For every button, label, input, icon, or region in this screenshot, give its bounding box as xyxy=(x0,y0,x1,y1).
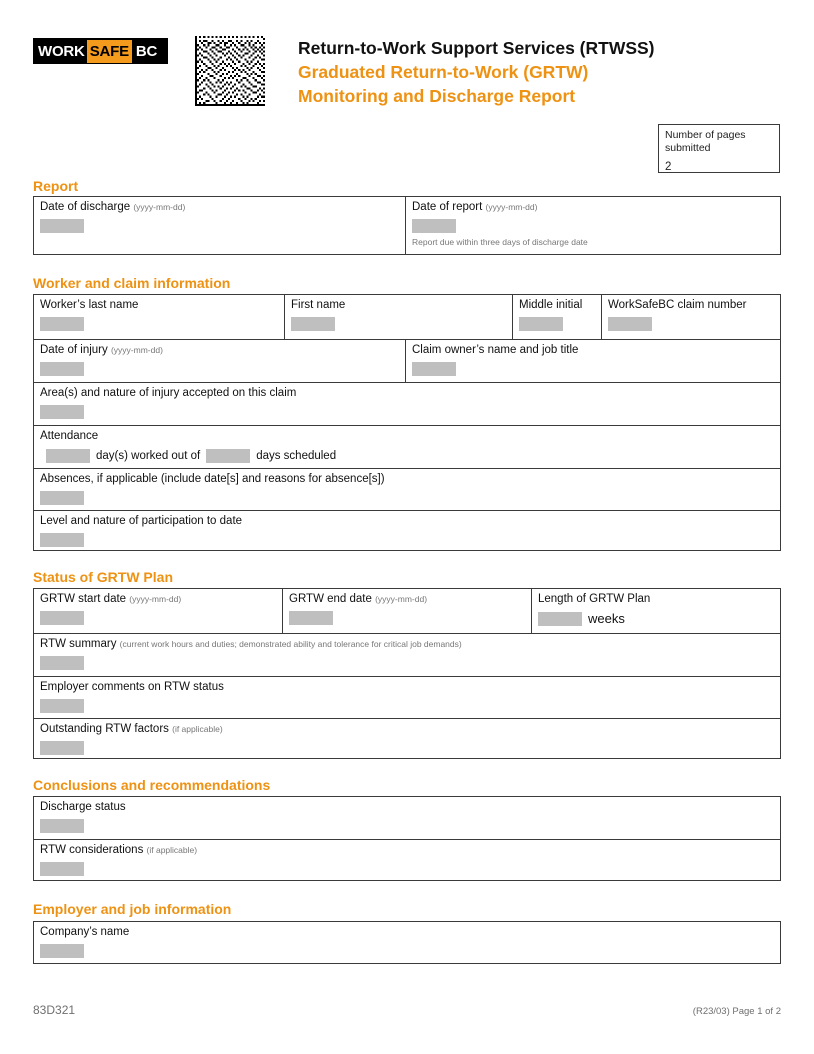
injury-areas-label: Area(s) and nature of injury accepted on this claim xyxy=(40,387,297,399)
worker-middle-initial-label: Middle initial xyxy=(519,299,583,311)
number-of-pages-value[interactable]: 2 xyxy=(665,161,672,173)
company-name-cell xyxy=(34,922,782,963)
employer-comments-label: Employer comments on RTW status xyxy=(40,681,224,693)
outstanding-rtw-factors-row xyxy=(34,719,780,758)
form-title-primary: Return-to-Work Support Services (RTWSS) xyxy=(298,38,655,58)
date-of-injury-hint: (yyyy-mm-dd) xyxy=(110,345,163,355)
rtw-considerations-cell xyxy=(34,840,782,881)
injury-areas-cell xyxy=(34,383,782,425)
report-row xyxy=(34,197,780,254)
employer-comments-row xyxy=(34,677,780,719)
worksafebc-logo xyxy=(33,38,168,64)
rtw-considerations-label-text: RTW considerations xyxy=(40,844,144,856)
date-of-report-hint: (yyyy-mm-dd) xyxy=(485,202,538,212)
grtw-end-date-label xyxy=(289,592,531,607)
rtw-summary-hint: (current work hours and duties; demonstrated ability and tolerance for critical job demands) xyxy=(119,639,462,649)
grtw-length-inline-group xyxy=(538,612,782,626)
grtw-end-date-cell xyxy=(282,589,531,633)
rtw-summary-label-text: RTW summary xyxy=(40,638,117,650)
absences-label: Absences, if applicable (include date[s] and reasons for absence[s]) xyxy=(40,473,385,485)
participation-label: Level and nature of participation to date xyxy=(40,515,243,527)
employer-job-table xyxy=(33,921,781,964)
report-due-note: Report due within three days of discharge date xyxy=(412,237,588,247)
discharge-status-input[interactable] xyxy=(40,819,84,833)
number-of-pages-box xyxy=(658,124,780,173)
date-of-discharge-label xyxy=(40,200,405,215)
section-title-conclusions: Conclusions and recommendations xyxy=(33,777,271,793)
rtw-summary-cell xyxy=(34,634,782,676)
section-title-report: Report xyxy=(33,178,79,194)
date-of-injury-input[interactable] xyxy=(40,362,84,376)
page-header xyxy=(33,28,781,124)
number-of-pages-label-line1: Number of pages xyxy=(665,129,746,141)
grtw-start-date-cell xyxy=(34,589,282,633)
claim-number-label: WorkSafeBC claim number xyxy=(608,299,747,311)
company-name-input[interactable] xyxy=(40,944,84,958)
injury-areas-input[interactable] xyxy=(40,405,84,419)
rtw-summary-input[interactable] xyxy=(40,656,84,670)
company-name-label: Company’s name xyxy=(40,926,130,938)
rtw-considerations-input[interactable] xyxy=(40,862,84,876)
report-table xyxy=(33,196,781,255)
injury-areas-row xyxy=(34,383,780,426)
employer-comments-input[interactable] xyxy=(40,699,84,713)
worker-first-name-input[interactable] xyxy=(291,317,335,331)
date-of-discharge-label-text: Date of discharge xyxy=(40,201,131,213)
worker-last-name-label: Worker’s last name xyxy=(40,299,139,311)
logo-word-bc: BC xyxy=(135,42,158,60)
rtw-considerations-row xyxy=(34,840,780,881)
attendance-days-scheduled-input[interactable] xyxy=(206,449,250,463)
grtw-end-date-input[interactable] xyxy=(289,611,333,625)
grtw-length-cell xyxy=(531,589,782,633)
data-matrix-barcode-icon xyxy=(195,36,265,106)
grtw-start-date-input[interactable] xyxy=(40,611,84,625)
section-title-employer-job: Employer and job information xyxy=(33,901,232,917)
date-of-injury-label xyxy=(40,343,405,358)
absences-cell xyxy=(34,469,782,510)
attendance-label: Attendance xyxy=(40,430,99,442)
form-title-block xyxy=(298,36,788,108)
rtw-considerations-label xyxy=(40,843,782,858)
worker-first-name-cell xyxy=(284,295,512,339)
logo-word-work: WORK xyxy=(38,42,85,60)
conclusions-table xyxy=(33,796,781,881)
grtw-status-table xyxy=(33,588,781,759)
grtw-start-date-label xyxy=(40,592,282,607)
attendance-mid-text: day(s) worked out of xyxy=(96,450,201,462)
outstanding-rtw-factors-hint: (if applicable) xyxy=(172,724,223,734)
participation-cell xyxy=(34,511,782,550)
attendance-end-text: days scheduled xyxy=(256,450,337,462)
section-title-worker-claim: Worker and claim information xyxy=(33,275,231,291)
injury-owner-row xyxy=(34,340,780,383)
grtw-start-date-label-text: GRTW start date xyxy=(40,593,127,605)
worker-names-row xyxy=(34,295,780,340)
attendance-row xyxy=(34,426,780,469)
attendance-days-worked-input[interactable] xyxy=(46,449,90,463)
section-title-grtw-status: Status of GRTW Plan xyxy=(33,569,173,585)
claim-owner-label: Claim owner’s name and job title xyxy=(412,344,579,356)
outstanding-rtw-factors-label xyxy=(40,722,782,737)
grtw-end-date-label-text: GRTW end date xyxy=(289,593,372,605)
grtw-length-input[interactable] xyxy=(538,612,582,626)
rtw-considerations-hint: (if applicable) xyxy=(146,845,198,855)
date-of-discharge-hint: (yyyy-mm-dd) xyxy=(133,202,186,212)
date-of-report-label xyxy=(412,200,782,215)
absences-row xyxy=(34,469,780,511)
company-name-row xyxy=(34,922,780,963)
worker-claim-table xyxy=(33,294,781,551)
date-of-discharge-cell xyxy=(34,197,405,254)
discharge-status-label: Discharge status xyxy=(40,801,126,813)
outstanding-rtw-factors-cell xyxy=(34,719,782,758)
grtw-length-label: Length of GRTW Plan xyxy=(538,593,651,605)
outstanding-rtw-factors-label-text: Outstanding RTW factors xyxy=(40,723,169,735)
discharge-status-cell xyxy=(34,797,782,839)
claim-number-input[interactable] xyxy=(608,317,652,331)
number-of-pages-label-line2: submitted xyxy=(665,141,711,154)
worker-first-name-label: First name xyxy=(291,299,346,311)
worker-last-name-cell xyxy=(34,295,284,339)
form-number: 83D321 xyxy=(33,1003,76,1017)
form-revision-and-page: (R23/03) Page 1 of 2 xyxy=(692,1006,781,1017)
form-title-tertiary: Monitoring and Discharge Report xyxy=(298,86,576,106)
participation-row xyxy=(34,511,780,550)
date-of-injury-cell xyxy=(34,340,405,382)
participation-input[interactable] xyxy=(40,533,84,547)
attendance-cell xyxy=(34,426,782,468)
grtw-length-unit: weeks xyxy=(588,611,625,626)
claim-owner-input[interactable] xyxy=(412,362,456,376)
absences-input[interactable] xyxy=(40,491,84,505)
worker-last-name-input[interactable] xyxy=(40,317,84,331)
employer-comments-cell xyxy=(34,677,782,718)
worker-middle-initial-cell xyxy=(512,295,601,339)
date-of-report-label-text: Date of report xyxy=(412,201,483,213)
date-of-injury-label-text: Date of injury xyxy=(40,344,108,356)
date-of-report-cell xyxy=(405,197,782,254)
date-of-report-input[interactable] xyxy=(412,219,456,233)
claim-owner-cell xyxy=(405,340,782,382)
grtw-dates-row xyxy=(34,589,780,634)
logo-word-safe: SAFE xyxy=(87,40,132,63)
attendance-inline-group xyxy=(40,449,782,463)
form-title-secondary: Graduated Return-to-Work (GRTW) xyxy=(298,62,589,82)
worker-middle-initial-input[interactable] xyxy=(519,317,563,331)
rtw-summary-row xyxy=(34,634,780,677)
rtw-summary-label xyxy=(40,637,782,652)
date-of-discharge-input[interactable] xyxy=(40,219,84,233)
grtw-end-date-hint: (yyyy-mm-dd) xyxy=(375,594,428,604)
outstanding-rtw-factors-input[interactable] xyxy=(40,741,84,755)
grtw-start-date-hint: (yyyy-mm-dd) xyxy=(129,594,182,604)
claim-number-cell xyxy=(601,295,782,339)
discharge-status-row xyxy=(34,797,780,840)
